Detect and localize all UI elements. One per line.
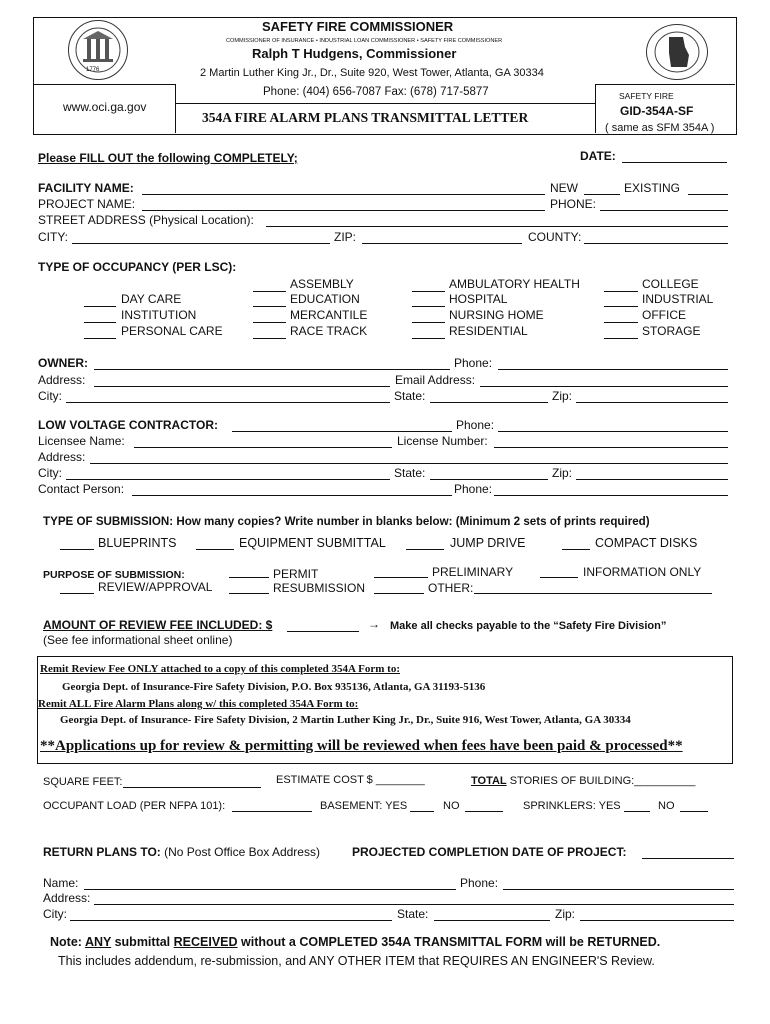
new-label: NEW — [550, 181, 578, 195]
sprinklers-no-label: NO — [658, 800, 675, 812]
date-field[interactable] — [622, 162, 727, 163]
licensee-name-label: Licensee Name: — [38, 434, 125, 448]
occupancy-college: COLLEGE — [642, 277, 699, 291]
jump-drive-blank[interactable] — [406, 549, 444, 550]
office-blank[interactable] — [604, 322, 638, 323]
storage-blank[interactable] — [604, 338, 638, 339]
contractor-address-label: Address: — [38, 450, 86, 464]
license-number-field[interactable] — [494, 447, 728, 448]
return-name-label: Name: — [43, 876, 79, 890]
header-title: SAFETY FIRE COMMISSIONER — [262, 19, 454, 34]
note-submittal: submittal — [111, 935, 174, 949]
completion-date-label: PROJECTED COMPLETION DATE OF PROJECT: — [352, 845, 627, 859]
purpose-review: REVIEW/APPROVAL — [98, 580, 213, 594]
estimate-cost-label: ESTIMATE COST $ ________ — [276, 774, 425, 786]
website-link[interactable]: www.oci.ga.gov — [63, 100, 147, 114]
purpose-permit: PERMIT — [273, 567, 319, 581]
contact-phone-label: Phone: — [454, 482, 493, 496]
phone-field[interactable] — [600, 210, 728, 211]
owner-field[interactable] — [94, 369, 450, 370]
return-state-field[interactable] — [434, 920, 550, 921]
return-state-label: State: — [397, 907, 429, 921]
owner-zip-label: Zip: — [552, 389, 573, 403]
occupancy-assembly: ASSEMBLY — [290, 277, 354, 291]
purpose-resubmission: RESUBMISSION — [273, 581, 366, 595]
note-received: RECEIVED — [173, 935, 238, 949]
zip-label: ZIP: — [334, 230, 357, 244]
basement-yes-field[interactable] — [410, 811, 434, 812]
fee-amount-text: AMOUNT OF REVIEW FEE INCLUDED: $ — [43, 618, 273, 632]
remit-box — [37, 656, 733, 764]
insurance-commissioner-seal — [646, 24, 708, 80]
blueprints-blank[interactable] — [60, 549, 94, 550]
payable-note: Make all checks payable to the “Safety Fire Division” — [390, 620, 667, 632]
contact-phone-field[interactable] — [494, 495, 728, 496]
submission-equipment: EQUIPMENT SUBMITTAL — [239, 536, 386, 550]
owner-address-label: Address: — [38, 373, 86, 387]
phone-label: PHONE: — [550, 197, 597, 211]
return-address-label: Address: — [43, 891, 91, 905]
form-title: 354A FIRE ALARM PLANS TRANSMITTAL LETTER — [202, 110, 529, 125]
remit-plans-address: Georgia Dept. of Insurance- Fire Safety Division, 2 Martin Luther King Jr., Dr., Suite 916, West Tower, Atlanta, GA 30334 — [60, 714, 631, 726]
industrial-blank[interactable] — [604, 306, 638, 307]
date-label: DATE: — [580, 149, 616, 163]
return-address-field[interactable] — [94, 904, 734, 905]
square-feet-field[interactable] — [123, 787, 261, 788]
occupancy-residential: RESIDENTIAL — [449, 324, 528, 338]
return-phone-field[interactable] — [503, 889, 734, 890]
resubmission-blank[interactable] — [229, 593, 269, 594]
owner-city-field[interactable] — [66, 402, 390, 403]
contact-person-label: Contact Person: — [38, 482, 125, 496]
remit-plans-line: Remit ALL Fire Alarm Plans along w/ this completed 354A Form to: — [38, 698, 359, 710]
purpose-info-only: INFORMATION ONLY — [583, 565, 702, 579]
return-name-field[interactable] — [84, 889, 456, 890]
street-address-field[interactable] — [266, 226, 728, 227]
contractor-address-field[interactable] — [90, 463, 728, 464]
facility-name-field[interactable] — [142, 194, 545, 195]
project-name-label: PROJECT NAME: — [38, 197, 136, 211]
ambulatory-blank[interactable] — [412, 291, 445, 292]
contractor-state-label: State: — [394, 466, 426, 480]
occupancy-industrial: INDUSTRIAL — [642, 292, 714, 306]
form-same-as: ( same as SFM 354A ) — [605, 122, 715, 134]
return-city-label: City: — [43, 907, 67, 921]
owner-state-field[interactable] — [430, 402, 548, 403]
commissioner-name: Ralph T Hudgens, Commissioner — [252, 46, 457, 61]
submission-jump-drive: JUMP DRIVE — [450, 536, 526, 550]
return-heading-note: (No Post Office Box Address) — [164, 845, 320, 859]
note-prefix: Note: — [50, 935, 85, 949]
residential-blank[interactable] — [412, 338, 445, 339]
occupancy-mercantile: MERCANTILE — [290, 308, 368, 322]
contact-person-field[interactable] — [132, 495, 452, 496]
basement-no-label: NO — [443, 800, 460, 812]
occupancy-hospital: HOSPITAL — [449, 292, 508, 306]
contractor-field[interactable] — [232, 431, 452, 432]
occupancy-day-care: DAY CARE — [121, 292, 182, 306]
county-label: COUNTY: — [528, 230, 582, 244]
remit-fee-line: Remit Review Fee ONLY attached to a copy of this completed 354A Form to: — [40, 663, 400, 675]
sprinklers-no-field[interactable] — [680, 811, 708, 812]
city-label: CITY: — [38, 230, 69, 244]
contractor-state-field[interactable] — [430, 479, 548, 480]
contractor-phone-field[interactable] — [498, 431, 728, 432]
stories-text: STORIES OF BUILDING:__________ — [506, 775, 696, 787]
licensee-name-field[interactable] — [134, 447, 392, 448]
completion-date-field[interactable] — [642, 858, 734, 859]
personal-care-blank[interactable] — [84, 338, 116, 339]
fee-info-note: (See fee informational sheet online) — [43, 633, 233, 647]
occupancy-institution: INSTITUTION — [121, 308, 197, 322]
total-text: TOTAL — [471, 775, 507, 787]
owner-address-field[interactable] — [94, 386, 390, 387]
occupancy-nursing-home: NURSING HOME — [449, 308, 544, 322]
form-id: GID-354A-SF — [620, 104, 694, 118]
purpose-preliminary: PRELIMINARY — [432, 565, 514, 579]
seal-year: 1776 — [86, 67, 100, 73]
instructions: Please FILL OUT the following COMPLETELY; — [38, 151, 298, 165]
sprinklers-yes-field[interactable] — [624, 811, 650, 812]
submission-blueprints: BLUEPRINTS — [98, 536, 177, 550]
occupancy-heading: TYPE OF OCCUPANCY (PER LSC): — [38, 260, 237, 274]
zip-field[interactable] — [362, 243, 522, 244]
return-phone-label: Phone: — [460, 876, 499, 890]
county-field[interactable] — [584, 243, 728, 244]
return-city-field[interactable] — [70, 920, 392, 921]
note-rest: without a COMPLETED 354A TRANSMITTAL FORM will be RETURNED. — [237, 935, 661, 949]
education-blank[interactable] — [253, 306, 286, 307]
note-any: ANY — [84, 935, 112, 949]
header-address: 2 Martin Luther King Jr., Dr., Suite 920, West Tower, Atlanta, GA 30334 — [200, 67, 544, 79]
arrow-icon: → — [368, 617, 380, 631]
permit-blank[interactable] — [229, 577, 269, 578]
owner-zip-field[interactable] — [576, 402, 728, 403]
occupancy-storage: STORAGE — [642, 324, 701, 338]
return-zip-field[interactable] — [580, 920, 734, 921]
mercantile-blank[interactable] — [253, 322, 286, 323]
owner-state-label: State: — [394, 389, 426, 403]
fee-amount-label — [43, 618, 272, 632]
square-feet-label: SQUARE FEET: — [43, 776, 123, 788]
institution-blank[interactable] — [84, 322, 116, 323]
purpose-other: OTHER: — [428, 581, 474, 595]
owner-phone-label: Phone: — [454, 356, 493, 370]
day-care-blank[interactable] — [84, 306, 116, 307]
equipment-blank[interactable] — [196, 549, 234, 550]
owner-email-field[interactable] — [480, 386, 728, 387]
other-blank[interactable] — [374, 593, 424, 594]
basement-no-field[interactable] — [465, 811, 503, 812]
new-field[interactable] — [584, 194, 620, 195]
license-number-label: License Number: — [397, 434, 488, 448]
other-field[interactable] — [474, 593, 712, 594]
existing-field[interactable] — [688, 194, 728, 195]
city-field[interactable] — [72, 243, 330, 244]
race-track-blank[interactable] — [253, 338, 286, 339]
facility-name-label: FACILITY NAME: — [38, 181, 134, 195]
review-blank[interactable] — [60, 593, 94, 594]
contractor-heading: LOW VOLTAGE CONTRACTOR: — [38, 418, 218, 432]
occupant-load-field[interactable] — [232, 811, 312, 812]
street-address-label: STREET ADDRESS (Physical Location): — [38, 213, 254, 227]
return-plans-heading — [43, 845, 320, 859]
occupancy-education: EDUCATION — [290, 292, 360, 306]
basement-yes-label: BASEMENT: YES — [320, 800, 408, 812]
note-line-2: This includes addendum, re-submission, and ANY OTHER ITEM that REQUIRES AN ENGINEER'S Review. — [58, 954, 655, 968]
assembly-blank[interactable] — [253, 291, 286, 292]
header-subtitle: COMMISSIONER OF INSURANCE • INDUSTRIAL LOAN COMMISSIONER • SAFETY FIRE COMMISSIONER — [226, 38, 503, 44]
contractor-phone-label: Phone: — [456, 418, 495, 432]
project-name-field[interactable] — [142, 210, 545, 211]
return-zip-label: Zip: — [555, 907, 576, 921]
contractor-city-field[interactable] — [66, 479, 390, 480]
info-only-blank[interactable] — [540, 577, 578, 578]
hospital-blank[interactable] — [412, 306, 445, 307]
contractor-zip-label: Zip: — [552, 466, 573, 480]
existing-label: EXISTING — [624, 181, 681, 195]
nursing-home-blank[interactable] — [412, 322, 445, 323]
compact-disks-blank[interactable] — [562, 549, 590, 550]
owner-email-label: Email Address: — [395, 373, 476, 387]
occupancy-personal-care: PERSONAL CARE — [121, 324, 223, 338]
fees-notice: **Applications up for review & permitting will be reviewed when fees have been paid & processed** — [40, 738, 683, 754]
owner-city-label: City: — [38, 389, 62, 403]
return-heading-text: RETURN PLANS TO: — [43, 845, 165, 859]
submission-heading: TYPE OF SUBMISSION: How many copies? Write number in blanks below: (Minimum 2 sets of prints required) — [43, 515, 650, 528]
contractor-zip-field[interactable] — [576, 479, 728, 480]
occupant-load-label: OCCUPANT LOAD (PER NFPA 101): — [43, 800, 226, 812]
owner-label: OWNER: — [38, 356, 88, 370]
preliminary-blank[interactable] — [374, 577, 428, 578]
college-blank[interactable] — [604, 291, 638, 292]
remit-fee-address: Georgia Dept. of Insurance-Fire Safety Division, P.O. Box 935136, Atlanta, GA 31193-5136 — [62, 681, 486, 693]
contractor-city-label: City: — [38, 466, 62, 480]
stories-label — [471, 774, 695, 788]
safety-fire-label: SAFETY FIRE — [619, 91, 674, 101]
sprinklers-yes-label: SPRINKLERS: YES — [523, 800, 621, 812]
submission-compact-disks: COMPACT DISKS — [595, 536, 698, 550]
fee-amount-field[interactable] — [287, 631, 359, 632]
occupancy-ambulatory-health: AMBULATORY HEALTH — [449, 277, 580, 291]
occupancy-race-track: RACE TRACK — [290, 324, 368, 338]
header-phone: Phone: (404) 656-7087 Fax: (678) 717-5877 — [263, 86, 489, 98]
occupancy-office: OFFICE — [642, 308, 686, 322]
purpose-label: PURPOSE OF SUBMISSION: — [43, 569, 185, 581]
owner-phone-field[interactable] — [498, 369, 728, 370]
note-line-1 — [50, 935, 660, 949]
